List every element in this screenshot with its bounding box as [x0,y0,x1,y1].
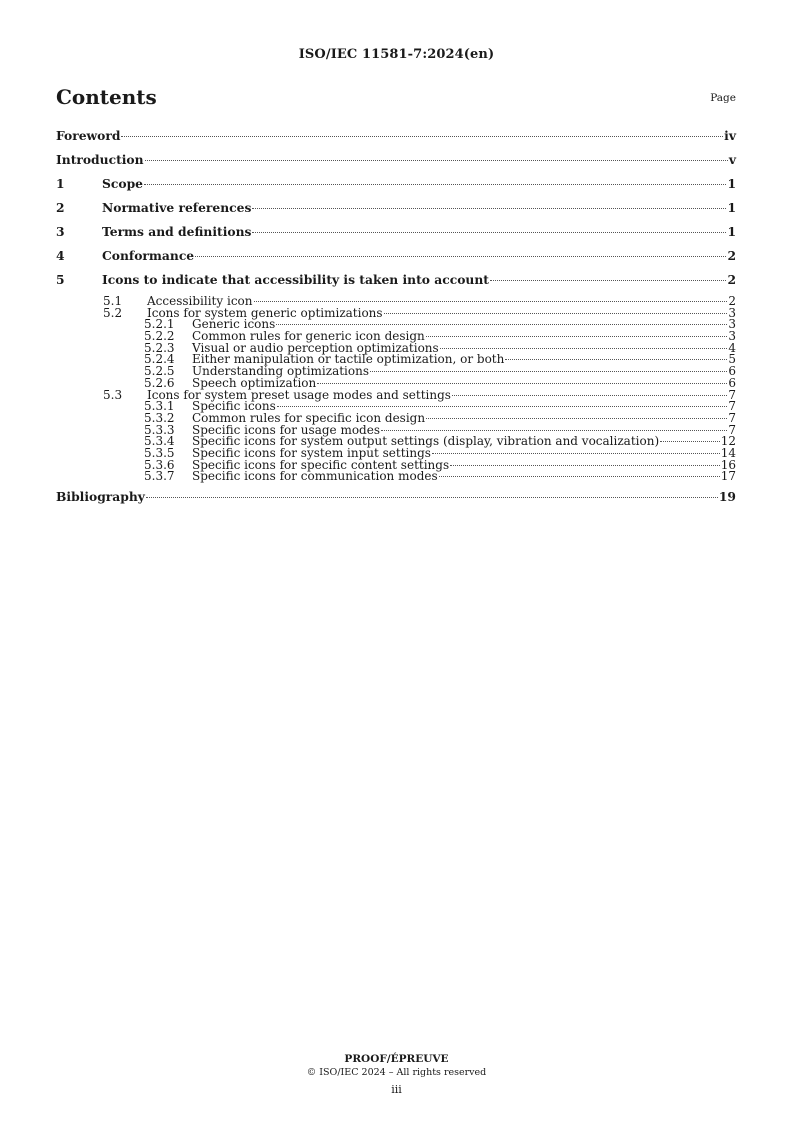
toc-entry-page[interactable]: 6 [728,375,736,390]
toc-entry-page[interactable]: 4 [728,340,736,355]
toc-entry-page[interactable]: iv [724,128,736,143]
toc-entry-number: 5.2.4 [144,352,175,367]
dot-leader [121,136,723,137]
toc-entry-title[interactable]: Speech optimization [192,375,317,390]
toc-entry-title[interactable]: Bibliography [56,489,145,504]
toc-entry[interactable] [56,200,736,224]
dot-leader [426,336,728,337]
dot-leader [277,406,728,407]
toc-entry-title[interactable]: Terms and definitions [102,224,252,239]
toc-entry[interactable] [56,128,736,152]
page-number: iii [391,1083,402,1096]
toc-entry-title[interactable]: Icons to indicate that accessibility is taken into account [102,272,489,287]
dot-leader [195,256,726,257]
dot-leader [439,476,720,477]
toc-entry-page[interactable]: 16 [720,457,736,472]
dot-leader [144,184,726,185]
toc-entry-number: 5.3.3 [144,422,175,437]
toc-entry-number: 5.1 [103,294,123,308]
toc-entry-number: 2 [56,200,65,215]
toc-entry-title[interactable]: Accessibility icon [147,294,253,308]
contents-heading: Contents [56,85,157,109]
toc-entry-page[interactable]: 1 [727,224,736,239]
toc-entry-title[interactable]: Specific icons for system output settings (display, vibration and vocalization) [192,434,660,449]
toc-entry-number: 5.2.5 [144,364,175,379]
dot-leader [452,395,727,396]
toc-entry-page[interactable]: 3 [728,305,736,320]
toc-entry-page[interactable]: 7 [728,410,736,425]
toc-entry-number: 5.3.1 [144,399,175,414]
table-of-contents [56,128,736,513]
toc-entry-title[interactable]: Foreword [56,128,121,143]
dot-leader [660,441,720,442]
toc-entry-title[interactable]: Introduction [56,152,144,167]
toc-entry[interactable] [56,152,736,176]
toc-entry-page[interactable]: 2 [728,294,736,308]
toc-entry-title[interactable]: Scope [102,176,143,191]
toc-entry-title[interactable]: Common rules for specific icon design [192,410,426,425]
toc-entry[interactable] [56,248,736,272]
dot-leader [146,497,718,498]
toc-entry[interactable] [56,489,736,513]
toc-entry-title[interactable]: Common rules for generic icon design [192,329,425,344]
toc-entry-title[interactable]: Conformance [102,248,195,263]
toc-entry-page[interactable]: 3 [728,317,736,332]
toc-entry-number: 5 [56,272,65,287]
dot-leader [440,348,728,349]
toc-entry-number: 5.2 [103,305,123,320]
toc-entry[interactable] [56,224,736,248]
toc-entry[interactable] [56,471,736,483]
dot-leader [426,418,727,419]
dot-leader [145,160,728,161]
toc-entry-title[interactable]: Specific icons for usage modes [192,422,380,437]
toc-entry-page[interactable]: 2 [727,272,736,287]
dot-leader [254,301,728,302]
toc-entry-number: 5.3 [103,387,123,402]
toc-entry[interactable] [56,272,736,296]
toc-entry-title[interactable]: Generic icons [192,317,276,332]
dot-leader [384,313,728,314]
toc-entry-page[interactable]: 7 [728,422,736,437]
toc-entry-number: 5.2.6 [144,375,175,390]
toc-entry-page[interactable]: 14 [720,445,736,460]
toc-entry-number: 5.3.4 [144,434,175,449]
toc-entry-title[interactable]: Specific icons for system input settings [192,445,431,460]
dot-leader [381,430,727,431]
toc-entry-number: 1 [56,176,65,191]
page-column-label: Page [710,92,736,104]
toc-entry-number: 5.2.3 [144,340,175,355]
toc-entry-number: 5.3.5 [144,445,175,460]
toc-entry-title[interactable]: Specific icons for communication modes [192,469,438,484]
dot-leader [432,453,720,454]
toc-entry-title[interactable]: Specific icons [192,399,276,414]
toc-entry-page[interactable]: 5 [728,352,736,367]
toc-entry-page[interactable]: v [728,152,736,167]
dot-leader [317,383,727,384]
toc-entry-number: 3 [56,224,65,239]
toc-entry-page[interactable]: 1 [727,200,736,215]
dot-leader [370,371,727,372]
dot-leader [450,465,720,466]
dot-leader [505,359,727,360]
toc-entry-title[interactable]: Icons for system generic optimizations [147,305,383,320]
document-identifier: ISO/IEC 11581-7:2024(en) [298,47,495,62]
toc-entry-title[interactable]: Either manipulation or tactile optimization, or both [192,352,505,367]
toc-entry-page[interactable]: 1 [727,176,736,191]
toc-entry-page[interactable]: 7 [728,387,736,402]
toc-entry-number: 5.3.7 [144,469,175,484]
toc-entry-page[interactable]: 7 [728,399,736,414]
dot-leader [490,280,726,281]
toc-entry-page[interactable]: 2 [727,248,736,263]
toc-entry-page[interactable]: 3 [728,329,736,344]
toc-entry-title[interactable]: Icons for system preset usage modes and settings [147,387,451,402]
toc-entry-page[interactable]: 12 [720,434,736,449]
toc-entry-number: 5.3.2 [144,410,175,425]
toc-entry-title[interactable]: Specific icons for specific content settings [192,457,450,472]
toc-entry-title[interactable]: Visual or audio perception optimizations [192,340,439,355]
toc-entry-page[interactable]: 6 [728,364,736,379]
toc-entry-number: 5.2.1 [144,317,175,332]
dot-leader [252,232,726,233]
dot-leader [252,208,726,209]
proof-label: PROOF/ÉPREUVE [344,1053,449,1065]
toc-entry-number: 5.2.2 [144,329,175,344]
toc-entry-title[interactable]: Understanding optimizations [192,364,369,379]
toc-entry-title[interactable]: Normative references [102,200,252,215]
dot-leader [276,324,727,325]
copyright-notice: © ISO/IEC 2024 – All rights reserved [306,1067,487,1078]
toc-entry-page[interactable]: 19 [718,489,736,504]
toc-entry-number: 5.3.6 [144,457,175,472]
toc-entry-number: 4 [56,248,65,263]
toc-entry-page[interactable]: 17 [720,469,736,484]
toc-entry[interactable] [56,176,736,200]
